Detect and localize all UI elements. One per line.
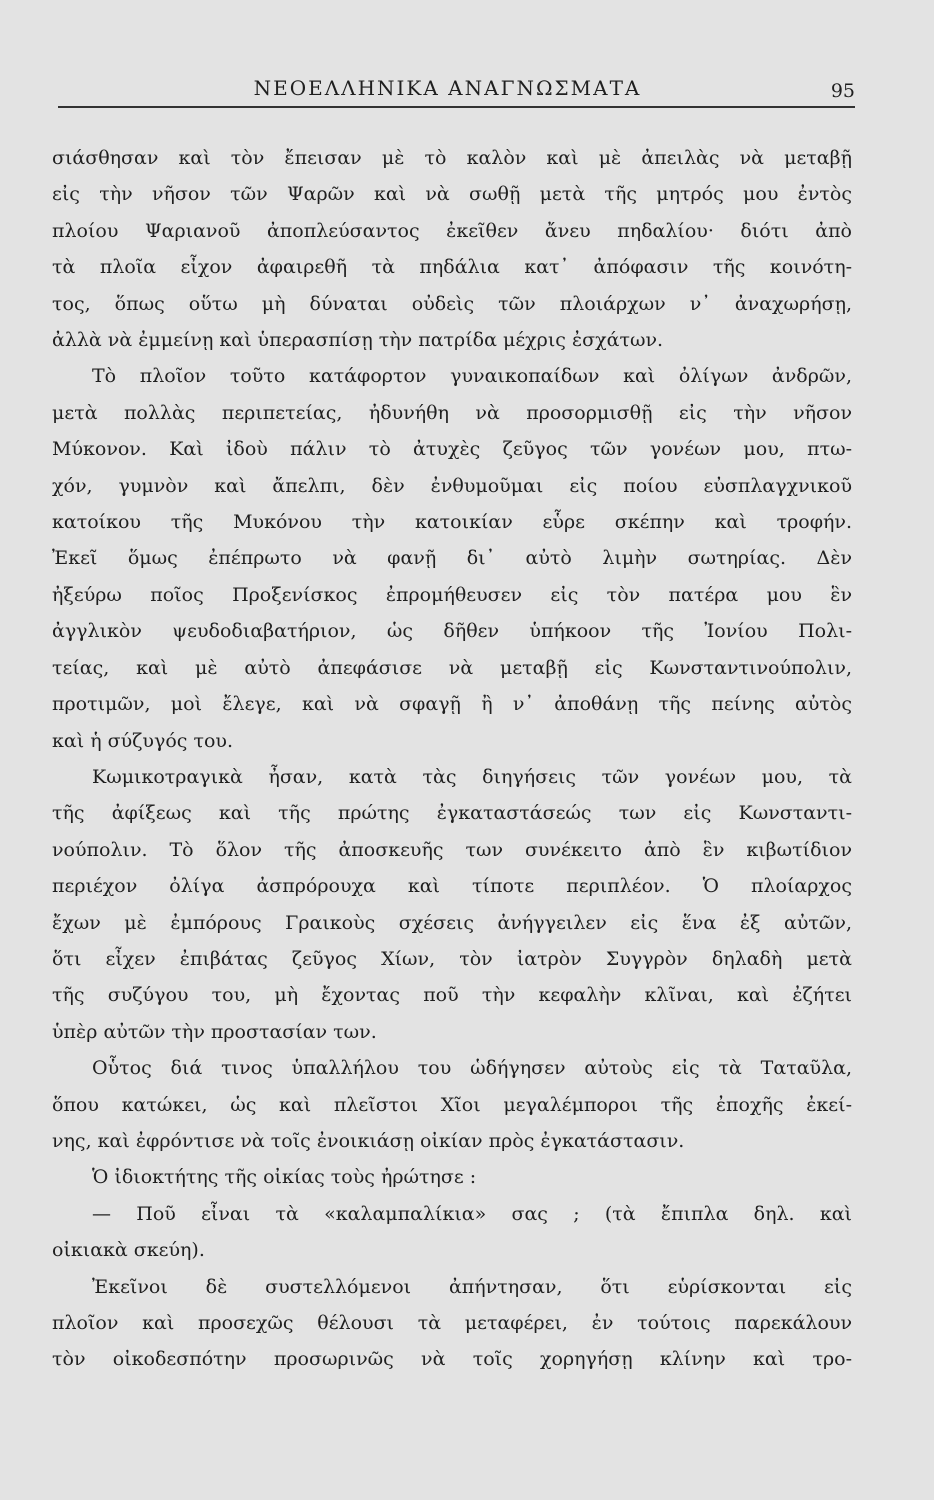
text-line: τος, ὅπως οὕτω μὴ δύναται οὐδεὶς τῶν πλοιάρχων ν᾿ ἀναχωρήσῃ, xyxy=(52,292,852,315)
text-line: περιέχον ὀλίγα ἀσπρόρουχα καὶ τίποτε περιπλέον. Ὁ πλοίαρχος xyxy=(52,875,852,898)
text-line: — Ποῦ εἶναι τὰ «καλαμπαλίκια» σας ; (τὰ ἔπιπλα δηλ. καὶ xyxy=(92,1202,852,1225)
text-line: ἀλλὰ νὰ ἐμμείνῃ καὶ ὑπερασπίσῃ τὴν πατρίδα μέχρις ἐσχάτων. xyxy=(52,329,664,352)
text-line: νούπολιν. Τὸ ὅλον τῆς ἀποσκευῆς των συνέκειτο ἀπὸ ἓν κιβωτίδιον xyxy=(52,838,852,861)
text-line: πλοίου Ψαριανοῦ ἀποπλεύσαντος ἐκεῖθεν ἄνευ πηδαλίου· διότι ἀπὸ xyxy=(52,219,852,242)
running-head: ΝΕΟΕΛΛΗΝΙΚΑ ΑΝΑΓΝΩΣΜΑΤΑ xyxy=(253,76,642,100)
page-number: 95 xyxy=(830,80,855,102)
text-line: χόν, γυμνὸν καὶ ἄπελπι, δὲν ἐνθυμοῦμαι εἰς ποίου εὐσπλαγχνικοῦ xyxy=(52,474,852,497)
text-line: Μύκονον. Καὶ ἰδοὺ πάλιν τὸ ἀτυχὲς ζεῦγος τῶν γονέων μου, πτω- xyxy=(52,438,852,461)
body-text xyxy=(52,140,852,1378)
text-line: Κωμικοτραγικὰ ἦσαν, κατὰ τὰς διηγήσεις τῶν γονέων μου, τὰ xyxy=(92,765,852,788)
text-line: Ἐκεῖνοι δὲ συστελλόμενοι ἀπήντησαν, ὅτι εὑρίσκονται εἰς xyxy=(92,1275,852,1298)
text-line: καὶ ἡ σύζυγός του. xyxy=(52,729,234,752)
text-line: Τὸ πλοῖον τοῦτο κατάφορτον γυναικοπαίδων καὶ ὀλίγων ἀνδρῶν, xyxy=(92,365,852,388)
text-line: εἰς τὴν νῆσον τῶν Ψαρῶν καὶ νὰ σωθῇ μετὰ τῆς μητρός μου ἐντὸς xyxy=(52,183,852,206)
text-line: πλοῖον καὶ προσεχῶς θέλουσι τὰ μεταφέρει, ἐν τούτοις παρεκάλουν xyxy=(52,1312,852,1334)
text-line: τῆς συζύγου του, μὴ ἔχοντας ποῦ τὴν κεφαλὴν κλῖναι, καὶ ἐζήτει xyxy=(52,984,852,1007)
text-line: Οὗτος διά τινος ὑπαλλήλου του ὡδήγησεν αὐτοὺς εἰς τὰ Ταταῦλα, xyxy=(92,1057,852,1080)
text-line: ἀγγλικὸν ψευδοδιαβατήριον, ὡς δῆθεν ὑπήκοον τῆς Ἰονίου Πολι- xyxy=(52,620,852,643)
text-line: ἔχων μὲ ἐμπόρους Γραικοὺς σχέσεις ἀνήγγειλεν εἰς ἕνα ἐξ αὐτῶν, xyxy=(52,911,852,934)
page-header xyxy=(40,76,855,106)
text-line: τὰ πλοῖα εἶχον ἀφαιρεθῆ τὰ πηδάλια κατ᾿ ἀπόφασιν τῆς κοινότη- xyxy=(52,256,852,279)
text-line: ὑπὲρ αὐτῶν τὴν προστασίαν των. xyxy=(52,1020,377,1043)
text-line: τῆς ἀφίξεως καὶ τῆς πρώτης ἐγκαταστάσεώς των εἰς Κωνσταντι- xyxy=(52,802,852,825)
text-line: νης, καὶ ἐφρόντισε νὰ τοῖς ἐνοικιάσῃ οἰκίαν πρὸς ἐγκατάστασιν. xyxy=(52,1129,685,1152)
text-line: κατοίκου τῆς Μυκόνου τὴν κατοικίαν εὗρε σκέπην καὶ τροφήν. xyxy=(52,511,852,534)
text-line: Ὁ ἰδιοκτήτης τῆς οἰκίας τοὺς ἠρώτησε : xyxy=(92,1166,477,1189)
text-line: μετὰ πολλὰς περιπετείας, ἠδυνήθη νὰ προσορμισθῇ εἰς τὴν νῆσον xyxy=(52,401,852,424)
text-line: προτιμῶν, μοὶ ἔλεγε, καὶ νὰ σφαγῇ ἢ ν᾿ ἀποθάνῃ τῆς πείνης αὐτὸς xyxy=(52,693,852,716)
text-line: τείας, καὶ μὲ αὐτὸ ἀπεφάσισε νὰ μεταβῇ εἰς Κωνσταντινούπολιν, xyxy=(52,656,852,679)
text-line: Ἐκεῖ ὅμως ἐπέπρωτο νὰ φανῇ δι᾿ αὐτὸ λιμὴν σωτηρίας. Δὲν xyxy=(52,547,852,570)
text-line: τὸν οἰκοδεσπότην προσωρινῶς νὰ τοῖς χορηγήσῃ κλίνην καὶ τρο- xyxy=(52,1348,852,1371)
text-line: ὅτι εἶχεν ἐπιβάτας ζεῦγος Χίων, τὸν ἰατρὸν Συγγρὸν δηλαδὴ μετὰ xyxy=(52,947,852,970)
header-rule xyxy=(58,106,855,108)
text-line: οἰκιακὰ σκεύη). xyxy=(52,1239,205,1262)
text-line: ὅπου κατώκει, ὡς καὶ πλεῖστοι Χῖοι μεγαλέμποροι τῆς ἐποχῆς ἐκεί- xyxy=(52,1093,852,1116)
text-line: σιάσθησαν καὶ τὸν ἔπεισαν μὲ τὸ καλὸν καὶ μὲ ἀπειλὰς νὰ μεταβῇ xyxy=(52,147,852,169)
text-line: ἠξεύρω ποῖος Προξενίσκος ἐπρομήθευσεν εἰς τὸν πατέρα μου ἓν xyxy=(52,583,852,606)
